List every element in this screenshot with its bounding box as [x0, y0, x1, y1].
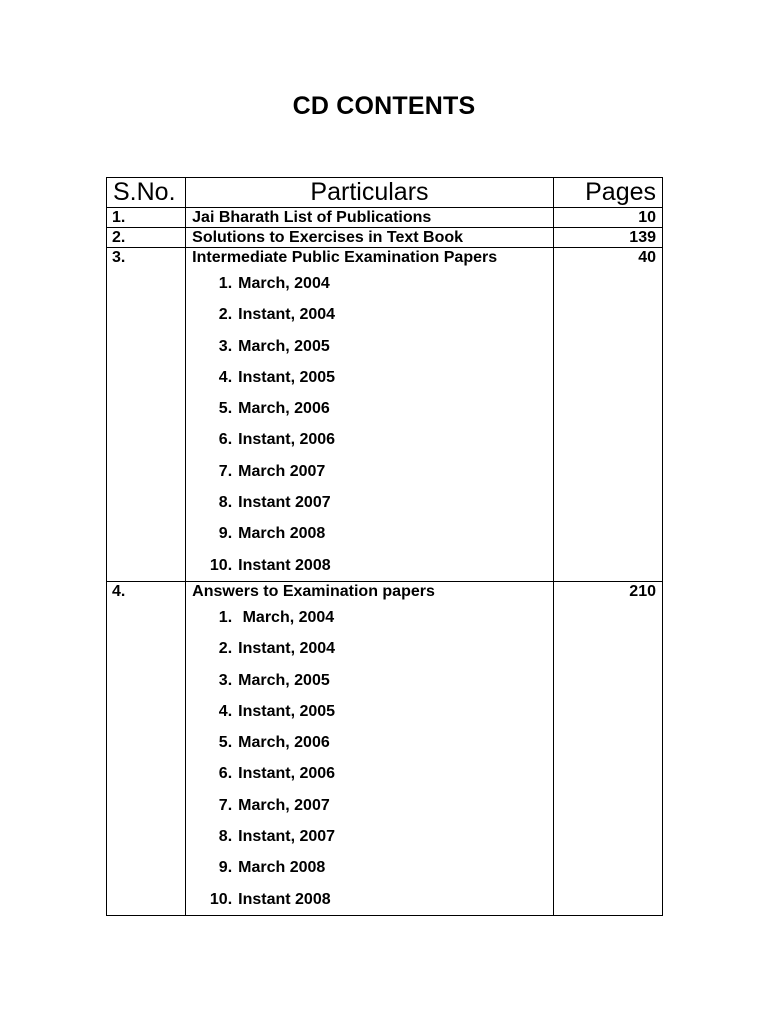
- list-item-text: Instant, 2005: [238, 702, 336, 720]
- list-item-text: Instant, 2006: [238, 765, 336, 783]
- list-item-number: 1.: [218, 275, 233, 292]
- list-item: [192, 268, 553, 299]
- row-sno: 1.: [107, 208, 186, 228]
- list-item: [192, 331, 553, 362]
- row-particulars-group: [186, 248, 554, 582]
- list-item: [192, 852, 553, 883]
- list-item-text: March 2007: [238, 462, 326, 480]
- list-item-text: March 2008: [238, 525, 326, 543]
- row-sno: 4.: [107, 581, 186, 915]
- list-item-text: Instant 2007: [238, 494, 331, 512]
- list-item: [192, 550, 553, 581]
- list-item-number: 8.: [218, 494, 233, 512]
- list-item-number: 5.: [218, 400, 233, 418]
- header-particulars: Particulars: [186, 178, 554, 208]
- list-item: [192, 665, 553, 696]
- list-item-text: Instant, 2007: [238, 828, 336, 846]
- list-item-number: 10.: [209, 890, 233, 908]
- sublist: [192, 602, 553, 915]
- list-item: [192, 299, 553, 330]
- list-item-text: March, 2005: [238, 671, 330, 689]
- row-sno: 3.: [107, 248, 186, 582]
- row-particulars: Jai Bharath List of Publications: [186, 208, 554, 228]
- list-item-number: 5.: [218, 734, 233, 752]
- list-item-number: 9.: [218, 859, 233, 877]
- list-item-number: 7.: [218, 796, 233, 814]
- list-item: [192, 393, 553, 424]
- row-pages: 139: [553, 228, 662, 248]
- list-item: [192, 362, 553, 393]
- list-item-number: 10.: [209, 556, 233, 574]
- list-item-number: 4.: [218, 368, 233, 386]
- contents-table: [106, 177, 663, 916]
- list-item: [192, 424, 553, 455]
- list-item-number: 6.: [218, 431, 233, 449]
- row-pages: 210: [553, 581, 662, 915]
- sublist: [192, 268, 553, 581]
- list-item: [192, 758, 553, 789]
- list-item-text: Instant 2008: [238, 556, 331, 574]
- row-sno: 2.: [107, 228, 186, 248]
- row-particulars: Solutions to Exercises in Text Book: [186, 228, 554, 248]
- list-item: [192, 518, 553, 549]
- list-item-number: 7.: [218, 462, 233, 480]
- row-pages: 10: [553, 208, 662, 228]
- header-pages: Pages: [553, 178, 662, 208]
- table-row: [107, 248, 663, 582]
- list-item-text: Instant 2008: [238, 890, 331, 908]
- list-item: [192, 884, 553, 915]
- list-item: [192, 821, 553, 852]
- list-item-text: Instant, 2004: [238, 306, 336, 324]
- list-item-number: 4.: [218, 702, 233, 720]
- list-item-text: March, 2004: [238, 275, 330, 292]
- list-item-number: 8.: [218, 828, 233, 846]
- table-row: [107, 581, 663, 915]
- list-item-text: March, 2004: [238, 608, 335, 626]
- row-particulars-group: [186, 581, 554, 915]
- list-item: [192, 456, 553, 487]
- list-item-text: Instant, 2005: [238, 368, 336, 386]
- list-item-number: 3.: [218, 337, 233, 355]
- list-item-text: March, 2006: [238, 734, 330, 752]
- table-row: [107, 208, 663, 228]
- list-item-number: 1.: [218, 608, 233, 626]
- list-item: [192, 696, 553, 727]
- document-title: CD CONTENTS: [292, 92, 476, 120]
- list-item: [192, 727, 553, 758]
- list-item: [192, 602, 553, 633]
- list-item-number: 6.: [218, 765, 233, 783]
- row-pages: 40: [553, 248, 662, 582]
- list-item-text: March, 2007: [238, 796, 330, 814]
- row-particulars: Answers to Examination papers: [192, 582, 435, 600]
- header-sno: S.No.: [107, 178, 186, 208]
- row-particulars: Intermediate Public Examination Papers: [192, 249, 498, 266]
- list-item: [192, 790, 553, 821]
- list-item: [192, 633, 553, 664]
- list-item: [192, 487, 553, 518]
- list-item-number: 3.: [218, 671, 233, 689]
- list-item-text: Instant, 2004: [238, 640, 336, 658]
- list-item-number: 2.: [218, 306, 233, 324]
- list-item-number: 9.: [218, 525, 233, 543]
- list-item-number: 2.: [218, 640, 233, 658]
- table-row: [107, 228, 663, 248]
- list-item-text: March 2008: [238, 859, 326, 877]
- list-item-text: Instant, 2006: [238, 431, 336, 449]
- list-item-text: March, 2006: [238, 400, 330, 418]
- table-header-row: [107, 178, 663, 208]
- list-item-text: March, 2005: [238, 337, 330, 355]
